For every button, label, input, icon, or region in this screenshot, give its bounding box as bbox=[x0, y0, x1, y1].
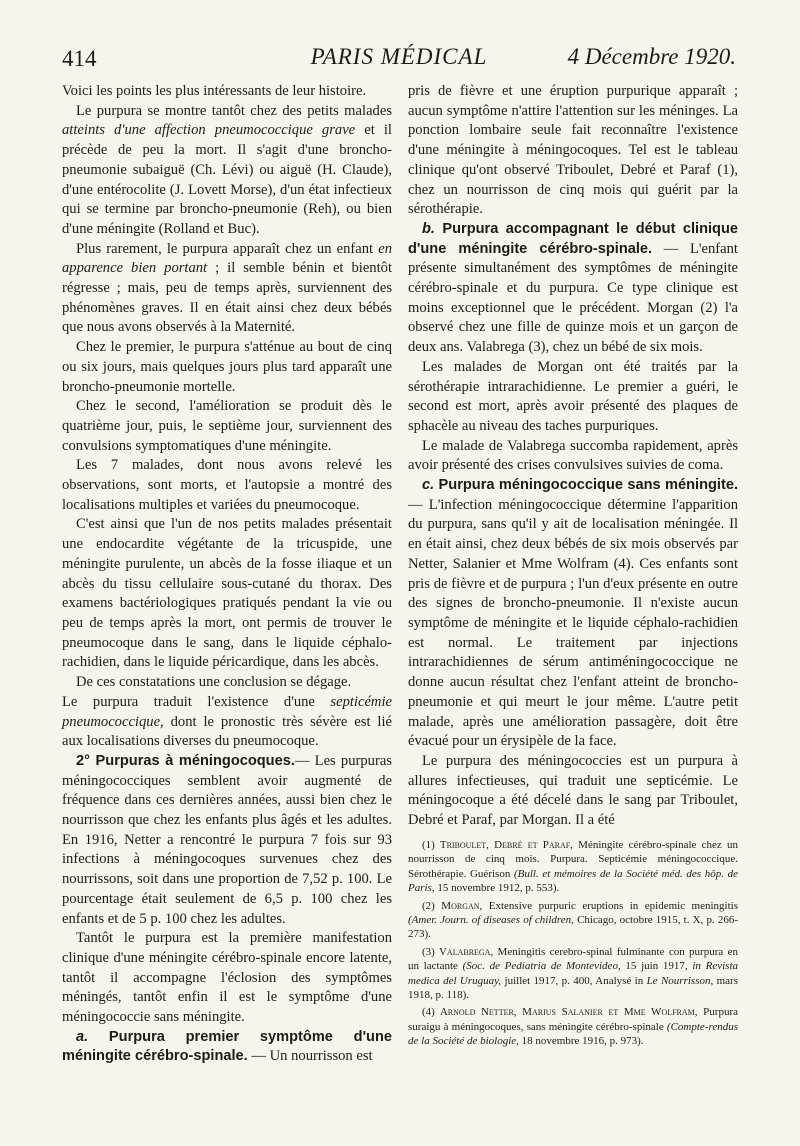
issue-date: 4 Décembre 1920. bbox=[567, 44, 736, 69]
footnote bbox=[408, 899, 738, 942]
text-run: Purpura suraigu à méningocoques, sans méningite cérébro-spinale bbox=[408, 1006, 739, 1033]
subsection-heading: Purpura accompagnant le début clinique d'une méningite cérébro-spinale. bbox=[408, 220, 738, 257]
text-run: et il précède de peu la mort. Il s'agit d'une broncho-pneumonie subaiguë (Ch. Lévi) ou aiguë (H. Claude), d'une entérocolite (J. Lovett Morse), d'un état infectieux qui se termine par broncho-pneumonie (Reh), ou bien d'une méningite (Rolland et Buc). bbox=[62, 122, 392, 237]
paragraph bbox=[62, 102, 392, 240]
italic-text: Le Nourrisson, bbox=[646, 974, 714, 987]
italic-text: en apparence bien portant bbox=[62, 240, 392, 277]
italic-text: septicémie pneumococcique, bbox=[62, 693, 392, 730]
running-header bbox=[62, 40, 736, 74]
footnote-authors: (2) Morgan, bbox=[422, 899, 483, 912]
italic-text: (Soc. de Pediatria de Montevideo, bbox=[462, 960, 621, 973]
text-run: Chicago, octobre 1915, t. X, p. 266-273). bbox=[408, 914, 738, 941]
section-heading: 2° Purpuras à méningocoques. bbox=[76, 752, 295, 769]
footnote-authors: (1) Triboulet, Debré et Paraf, bbox=[422, 839, 573, 851]
text-run: Méningite cérébro-spinale chez un nourrisson de cinq mois. Purpura. Septicémie méningococcique. Sérothérapie. Guérison bbox=[408, 839, 738, 880]
text-run: — L'enfant présente simultanément des symptômes de méningite cérébro-spinale et du purpura. Ce type clinique est moins exceptionnel que le précédent. Morgan (2) l'a observé chez une fille de quinze mois et un garçon de deux ans. Valabrega (3), chez un bébé de six mois. bbox=[408, 240, 738, 356]
text-run: Meningitis cerebro-spinal fulminante con purpura en un lactante bbox=[408, 945, 738, 973]
footnote bbox=[408, 945, 738, 1003]
text-run: juillet 1917, p. 400, Analysé in bbox=[501, 974, 647, 987]
italic-text: in Revista medica del Uruguay, bbox=[408, 960, 739, 987]
italic-text: (Compte-rendus de la Société de biologie, bbox=[408, 1020, 738, 1048]
subsection-paragraph bbox=[408, 476, 738, 752]
journal-title: PARIS MÉDICAL bbox=[310, 44, 488, 69]
paragraph bbox=[62, 693, 392, 752]
subsection-paragraph bbox=[408, 220, 738, 358]
italic-text: (Bull. et mémoires de la Société méd. des hôp. de Paris, bbox=[408, 867, 738, 895]
paragraph: Les 7 malades, dont nous avons relevé les observations, sont morts, et l'autopsie a montré des localisations multiples et variées du pneumocoque. bbox=[62, 457, 392, 513]
text-run: Extensive purpuric eruptions in epidemic meningitis bbox=[482, 899, 738, 912]
text-run: mars 1918, p. 118). bbox=[408, 974, 738, 1002]
paragraph: De ces constatations une conclusion se dégage. bbox=[76, 674, 352, 691]
paragraph: pris de fièvre et une éruption purpurique apparaît ; aucun symptôme n'attire l'attention sur les méninges. La ponction lombaire seule fait reconnaître l'existence d'une méningite à méningocoques. Tel est le tableau clinique qu'ont observé Triboulet, Debré et Paraf (1), chez un nourrisson de cinq mois qui guérit par la sérothérapie. bbox=[408, 83, 738, 218]
left-column bbox=[62, 82, 392, 1067]
paragraph: Chez le premier, le purpura s'atténue au bout de cinq ou six jours, mais quelques jours plus tard apparaît une broncho-pneumonie mortelle. bbox=[62, 339, 392, 395]
subsection-heading: Purpura méningococcique sans méningite. bbox=[434, 477, 738, 494]
page-number: 414 bbox=[62, 46, 97, 71]
footnote-authors: (4) Arnold Netter, Marius Salanier et Mme Wolfram, bbox=[422, 1006, 698, 1019]
footnote bbox=[408, 1005, 738, 1048]
italic-text: (Amer. Journ. of diseases of children, bbox=[408, 914, 574, 927]
paragraph bbox=[62, 240, 392, 339]
text-run: ; il semble bénin et bientôt régresse ; mais, peu de temps après, surviennent des phénomènes graves. Il en était ainsi chez deux bébés que nous avons observés à la Maternité. bbox=[62, 260, 392, 336]
text-run: — L'infection méningococcique détermine l'apparition du purpura, sans qu'il y ait de localisation méningée. Il en était ainsi, chez deux bébés de six mois observés par Netter, Salanier et Mme Wolfram (4). Ces enfants sont pris de fièvre et de purpura ; l'un d'eux présente en outre des signes de broncho-pneumonie. Il n'existe aucun symptôme de méningite et le liquide céphalo-rachidien est normal. Le traitement par injections intrarachidiennes de sérum antiméningococcique ne donne aucun résultat chez l'enfant atteint de broncho-pneumonie et qui meurt le jour même. L'autre petit malade, après une amélioration passagère, doit être évacué pour un érysipèle de la face. bbox=[408, 496, 738, 750]
paragraph: C'est ainsi que l'un de nos petits malades présentait une endocardite végétante de la tricuspide, une méningite purulente, un abcès de la fosse iliaque et un abcès du tissu cellulaire sous-cutané du thorax. Des examens bactériologiques pratiqués pendant la vie ou peu de temps après la mort, ont permis de trouver le pneumocoque dans le sang, dans le liquide céphalo-rachidien, dans le liquide péricardique, dans les abcès. bbox=[62, 516, 392, 671]
subsection-paragraph bbox=[62, 1028, 392, 1067]
section-paragraph bbox=[62, 752, 392, 929]
footnote bbox=[408, 838, 738, 896]
text-run: Le purpura se montre tantôt chez des petits malades bbox=[76, 102, 392, 119]
subsection-heading: Purpura premier symptôme d'une méningite cérébro-spinale. bbox=[62, 1028, 392, 1065]
paragraph: Le malade de Valabrega succomba rapidement, après avoir présenté des crises convulsives suivies de coma. bbox=[408, 437, 738, 474]
text-run: — Un nourrisson est bbox=[247, 1048, 373, 1065]
paragraph: Tantôt le purpura est la première manifestation clinique d'une méningite cérébro-spinale encore latente, tantôt il accompagne l'éclosion des symptômes méningés, tantôt enfin il est le symptôme d'une méningococcie sans méningite. bbox=[62, 930, 392, 1026]
paragraph: Les malades de Morgan ont été traités par la sérothérapie intrarachidienne. Le premier a guéri, le second est mort, après avoir présenté des plaques de sphacèle au niveau des taches purpuriques. bbox=[408, 358, 738, 434]
text-run: Le purpura traduit l'existence d'une bbox=[62, 693, 331, 710]
right-column bbox=[408, 82, 738, 831]
text-run: 15 novembre 1912, p. 553). bbox=[434, 882, 560, 895]
text-run: Plus rarement, le purpura apparaît chez un enfant bbox=[76, 240, 379, 257]
paragraph: Voici les points les plus intéressants de leur histoire. bbox=[62, 83, 367, 99]
subsection-letter: a. bbox=[76, 1028, 89, 1045]
paragraph: Le purpura des méningococcies est un purpura à allures infectieuses, qui traduit une septicémie. Le méningocoque a été décelé dans le sang par Triboulet, Debré et Paraf, par Morgan. Il a été bbox=[408, 752, 738, 829]
text-run: 15 juin 1917, bbox=[620, 960, 693, 973]
text-run: 18 novembre 1916, p. 973). bbox=[518, 1035, 644, 1048]
text-run: dont le pronostic très sévère est lié aux localisations diverses du pneumocoque. bbox=[62, 713, 392, 750]
text-run: — Les purpuras méningococciques semblent avoir augmenté de fréquence dans ces dernières années, aussi bien chez le nourrisson que chez les enfants plus âgés et les adultes. En 1916, Netter a rencontré le purpura 7 fois sur 93 infections à méningocoques survenues chez des nourrissons, soit dans une proportion de 7,52 p. 100. Le pourcentage était seulement de 6,5 p. 100 chez les enfants et de 5 p. 100 chez les adultes. bbox=[62, 752, 392, 927]
subsection-letter: b. bbox=[422, 220, 435, 237]
subsection-letter: c. bbox=[422, 477, 435, 494]
footnote-authors: (3) Valabrega, bbox=[422, 945, 494, 958]
paragraph: Chez le second, l'amélioration se produit dès le quatrième jour, puis, le septième jour, surviennent des convulsions symptomatiques d'une méningite. bbox=[62, 398, 392, 454]
footnotes bbox=[408, 838, 738, 1052]
italic-text: atteints d'une affection pneumococcique grave bbox=[62, 122, 356, 139]
